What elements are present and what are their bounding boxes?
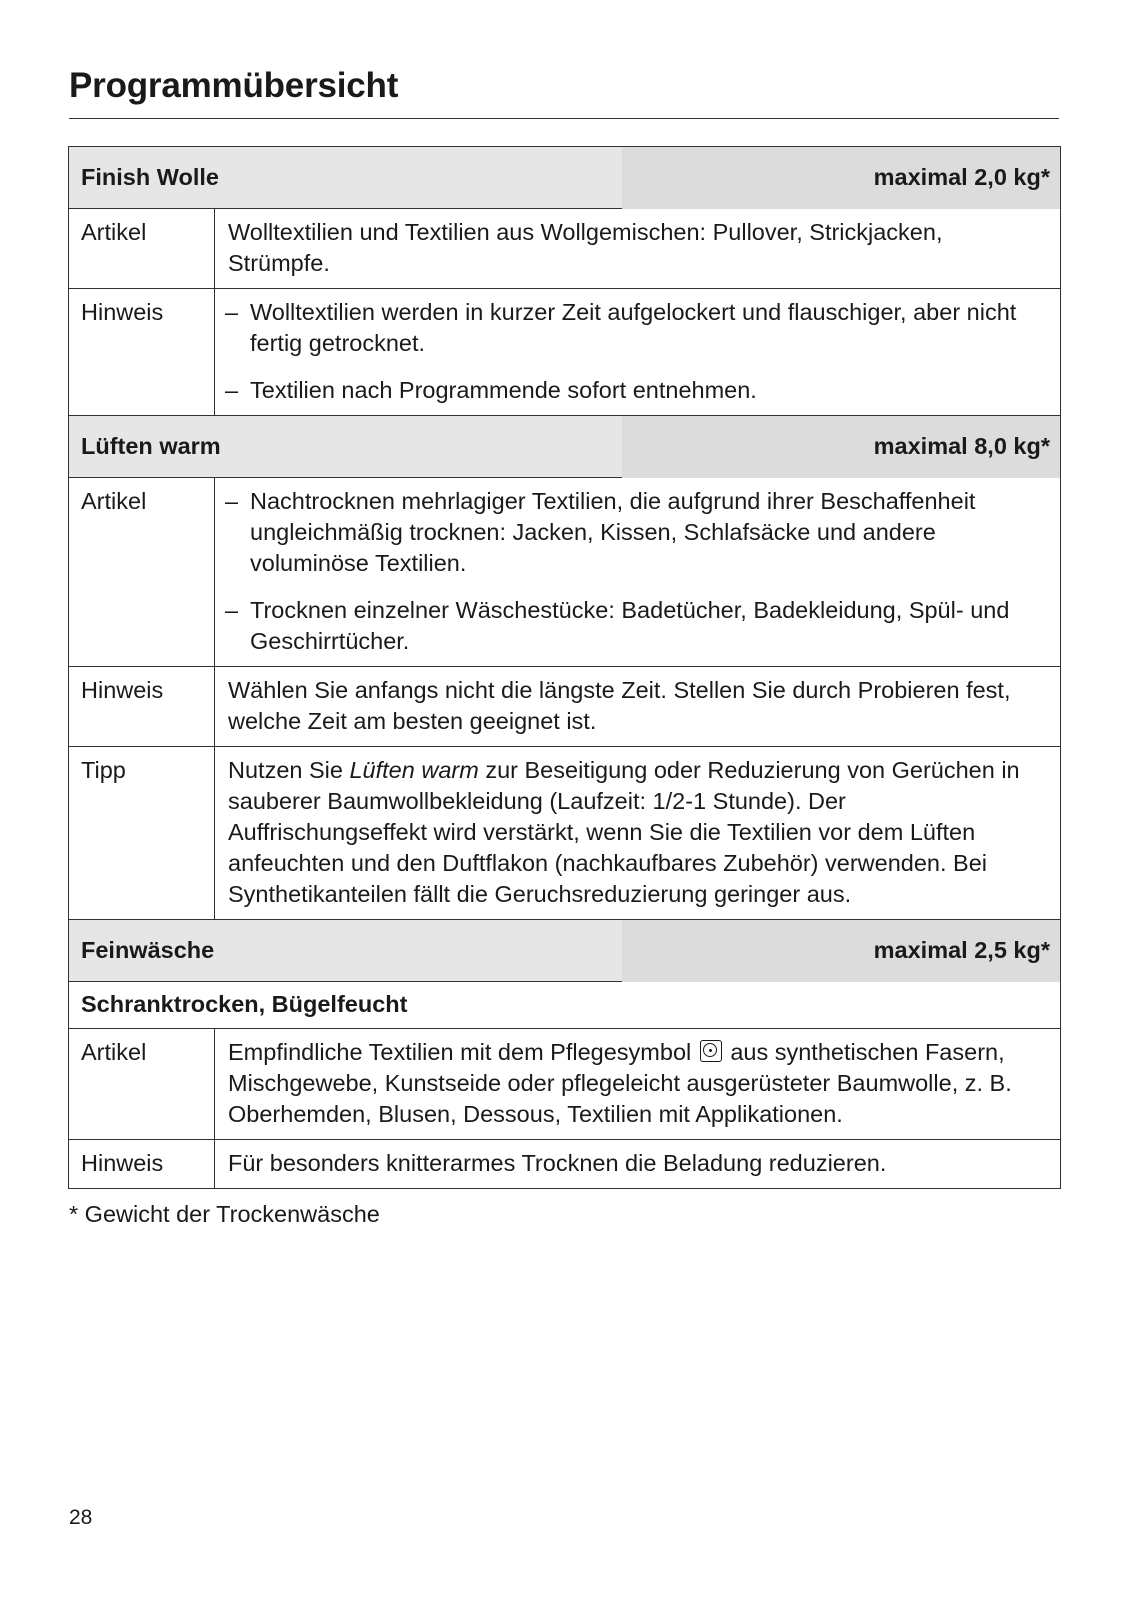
row-label: Hinweis [69,289,215,416]
row-text: Wählen Sie anfangs nicht die längste Zeit. Stellen Sie durch Probieren fest, welche Zeit am besten geeignet ist. [215,667,1061,747]
row-text: Nutzen Sie Lüften warm zur Beseitigung oder Reduzierung von Gerüchen in sauberer Baumwollbekleidung (Laufzeit: 1/2-1 Stunde). Der Auffrischungseffekt wird verstärkt, wenn Sie die Textilien vor dem Lüften anfeuchten und den Duftflakon (nachkaufbares Zubehör) verwenden. Bei Synthetikanteilen fällt die Geruchsreduzierung geringer aus. [215,747,1061,920]
table-row [69,209,1061,289]
program-header-feinwaesche [69,920,1061,982]
list-item: – Textilien nach Programmende sofort entnehmen. [225,377,757,403]
table-row [69,478,1061,667]
row-label: Hinweis [69,667,215,747]
program-reference: Lüften warm [349,757,479,783]
row-label: Hinweis [69,1140,215,1189]
program-name: Finish Wolle [81,163,219,190]
row-label: Artikel [69,209,215,289]
table-row [69,667,1061,747]
program-header-lueften-warm [69,416,1061,478]
footnote: * Gewicht der Trockenwäsche [69,1201,380,1227]
program-header-finish-wolle [69,147,1061,209]
row-text: Für besonders knitterarmes Trocknen die Beladung reduzieren. [215,1140,1061,1189]
program-name: Lüften warm [81,432,221,459]
program-name: Feinwäsche [81,936,215,963]
row-label: Artikel [69,1029,215,1140]
tumble-dry-symbol-icon [700,1040,722,1062]
list-item: – Wolltextilien werden in kurzer Zeit aufgelockert und flauschiger, aber nicht fertig getrocknet. [225,299,1017,356]
list-item: – Nachtrocknen mehrlagiger Textilien, die aufgrund ihrer Beschaffenheit ungleichmäßig trocknen: Jacken, Kissen, Schlafsäcke und andere voluminöse Textilien. [225,488,976,576]
row-label: Tipp [69,747,215,920]
table-row [69,1029,1061,1140]
list-item: – Trocknen einzelner Wäschestücke: Badetücher, Badekleidung, Spül- und Geschirrtücher. [225,597,1010,654]
program-capacity: maximal 2,0 kg* [873,163,1050,190]
program-overview-table [68,146,1061,1189]
page-title: Programmübersicht [69,66,399,105]
row-label: Artikel [69,478,215,667]
row-text: Wolltextilien und Textilien aus Wollgemischen: Pullover, Strickjacken, Strümpfe. [215,209,1061,289]
row-text: Empfindliche Textilien mit dem Pflegesymbol aus synthetischen Fasern, Mischgewebe, Kunstseide oder pflegeleicht ausgerüsteter Baumwolle, z. B. Oberhemden, Blusen, Dessous, Textilien mit Applikationen. [215,1029,1061,1140]
table-row [69,1140,1061,1189]
table-row [69,747,1061,920]
program-subheading: Schranktrocken, Bügelfeucht [69,982,1061,1029]
program-capacity: maximal 2,5 kg* [873,936,1050,963]
program-capacity: maximal 8,0 kg* [873,432,1050,459]
title-divider [69,118,1059,119]
page-number: 28 [69,1506,93,1529]
table-row [69,289,1061,416]
